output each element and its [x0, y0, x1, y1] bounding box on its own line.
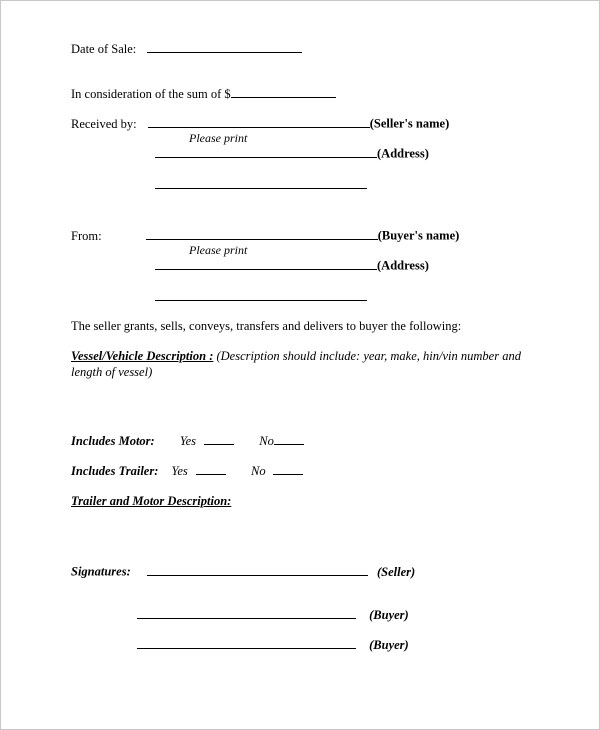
vessel-description-instruction: (Description should include: year, make, hin/vin number and length of vessel) [71, 349, 521, 379]
please-print-caption-seller: Please print [189, 131, 248, 145]
seller-signature-note: (Seller) [377, 564, 416, 579]
signatures-row [71, 564, 415, 579]
sellers-name-note: (Seller's name) [369, 116, 450, 131]
seller-address-blank[interactable] [155, 146, 377, 158]
seller-address-blank-2[interactable] [155, 177, 367, 189]
buyer-signature-blank-1[interactable] [137, 607, 356, 619]
consideration-amount-blank[interactable] [231, 86, 336, 98]
trailer-no-label: No [250, 464, 266, 478]
received-by-label: Received by: [71, 116, 137, 131]
buyer-address-blank-2[interactable] [155, 289, 367, 301]
from-row [71, 228, 460, 257]
buyer-address-note: (Address) [377, 258, 429, 273]
consideration-label: In consideration of the sum of $ [71, 86, 231, 101]
includes-trailer-row [71, 464, 303, 478]
trailer-yes-blank[interactable] [196, 464, 226, 475]
includes-trailer-label: Includes Trailer: [71, 464, 159, 478]
buyer-signature-row-2 [71, 637, 409, 652]
date-of-sale-blank[interactable] [147, 41, 302, 53]
trailer-motor-description-row [71, 494, 231, 508]
motor-no-label: No [259, 434, 274, 448]
trailer-no-blank[interactable] [273, 464, 303, 475]
buyer-signature-note-1: (Buyer) [369, 607, 409, 622]
date-of-sale-label: Date of Sale: [71, 41, 137, 56]
buyer-signature-note-2: (Buyer) [369, 637, 409, 652]
buyers-name-note: (Buyer's name) [377, 228, 460, 243]
signatures-label: Signatures: [71, 564, 131, 579]
seller-address-note: (Address) [377, 146, 429, 161]
motor-yes-blank[interactable] [204, 434, 234, 445]
buyer-address-blank[interactable] [155, 258, 377, 270]
received-by-row [71, 116, 450, 145]
date-of-sale-row [71, 41, 302, 56]
motor-no-blank[interactable] [274, 434, 304, 445]
trailer-yes-label: Yes [171, 464, 188, 478]
from-label: From: [71, 228, 102, 243]
seller-name-blank[interactable] [148, 116, 370, 128]
trailer-motor-description-heading: Trailer and Motor Description: [71, 494, 232, 508]
seller-address-row [71, 146, 429, 161]
vessel-description-block [71, 349, 523, 380]
seller-signature-blank[interactable] [147, 564, 368, 576]
grant-clause-row [71, 319, 461, 333]
motor-yes-label: Yes [179, 434, 197, 448]
please-print-caption-buyer: Please print [189, 243, 248, 257]
includes-motor-label: Includes Motor: [71, 434, 155, 448]
consideration-row [71, 86, 336, 101]
vessel-description-heading: Vessel/Vehicle Description : [71, 349, 214, 363]
buyer-signature-blank-2[interactable] [137, 637, 356, 649]
seller-address-row-2 [71, 177, 367, 192]
buyer-signature-row-1 [71, 607, 409, 622]
grant-clause-text: The seller grants, sells, conveys, transfers and delivers to buyer the following: [71, 319, 462, 333]
includes-motor-row [71, 434, 304, 448]
buyer-name-blank[interactable] [146, 228, 378, 240]
buyer-address-row [71, 258, 429, 273]
buyer-address-row-2 [71, 289, 367, 304]
